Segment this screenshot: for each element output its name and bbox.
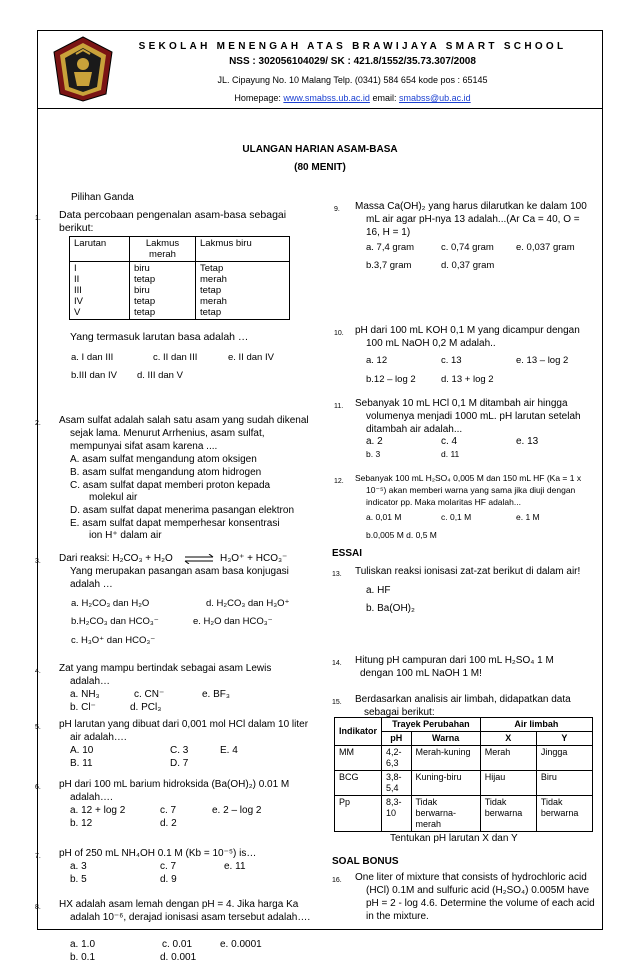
q13-item-a: a. HF — [366, 585, 391, 596]
q7-number: 7. — [35, 853, 41, 860]
table-row: MM 4,2-6,3 Merah-kuning Merah Jingga — [335, 746, 593, 771]
q6-option-c[interactable]: c. 7 — [160, 805, 177, 816]
q2-number: 2. — [35, 420, 41, 427]
q6-text: pH dari 100 mL barium hidroksida (Ba(OH)₂) 0.01 M adalah…. — [59, 779, 290, 803]
q16-number: 16. — [332, 877, 342, 884]
table-row: BCG 3,8-5,4 Kuning-biru Hijau Biru — [335, 771, 593, 796]
q1-option-d[interactable]: d. III dan V — [137, 370, 183, 381]
q4-option-b[interactable]: b. Cl⁻ — [70, 702, 96, 713]
q11-option-c[interactable]: c. 4 — [441, 436, 458, 447]
nss-number: NSS : 302056104029/ SK : 421.8/1552/35.73.307/2008 — [229, 56, 476, 67]
q4-text: Zat yang mampu bertindak sebagai asam Lewis adalah… — [59, 663, 272, 687]
q10-option-e[interactable]: e. 13 – log 2 — [516, 355, 569, 366]
q9-option-a[interactable]: a. 7,4 gram — [366, 242, 415, 253]
q5-option-a[interactable]: A. 10 — [70, 745, 94, 756]
exam-duration: (80 MENIT) — [294, 162, 346, 173]
q13-text: Tuliskan reaksi ionisasi zat-zat berikut di dalam air! — [355, 566, 581, 577]
q5-number: 5. — [35, 724, 41, 731]
q10-option-c[interactable]: c. 13 — [441, 355, 462, 366]
q11-option-d[interactable]: d. 11 — [441, 449, 460, 459]
q3-option-e[interactable]: e. H₂O dan HCO₃⁻ — [193, 616, 273, 627]
school-address: JL. Cipayung No. 10 Malang Telp. (0341) 584 654 kode pos : 65145 — [217, 75, 488, 85]
q1-stem: Yang termasuk larutan basa adalah … — [70, 331, 249, 343]
q5-text: pH larutan yang dibuat dari 0,001 mol HCl dalam 10 liter air adalah…. — [59, 719, 309, 743]
q3-reaction-left: Dari reaksi: H₂CO₃ + H₂O — [59, 553, 173, 564]
section-essai: ESSAI — [332, 548, 363, 559]
q11-option-a[interactable]: a. 2 — [366, 436, 383, 447]
q12-number: 12. — [334, 478, 344, 485]
exam-title: ULANGAN HARIAN ASAM-BASA — [242, 144, 398, 155]
q8-option-c[interactable]: c. 0.01 — [162, 939, 193, 950]
q11-option-b[interactable]: b. 3 — [366, 449, 381, 459]
q8-option-e[interactable]: e. 0.0001 — [220, 939, 262, 950]
section-soal-bonus: SOAL BONUS — [332, 856, 399, 867]
q8-number: 8. — [35, 904, 41, 911]
q10-option-d[interactable]: d. 13 + log 2 — [441, 374, 494, 385]
q1-cell: I II III IV V — [70, 262, 130, 320]
q3-text: Yang merupakan pasangan asam basa konjugasi adalah … — [70, 566, 289, 590]
q8-option-a[interactable]: a. 1.0 — [70, 939, 96, 950]
q12-text: Sebanyak 100 mL H₂SO₄ 0,005 M dan 150 mL HF (Ka = 1 x 10⁻⁵) akan memberi warna yang sama jika diuji dengan indicator pp. Maka molaritas HF adalah... — [355, 473, 582, 507]
q10-text: pH dari 100 mL KOH 0,1 M yang dicampur dengan 100 mL NaOH 0,2 M adalah.. — [355, 325, 580, 349]
q1-number: 1. — [35, 215, 41, 222]
q3-option-c[interactable]: c. H₃O⁺ dan HCO₃⁻ — [71, 635, 156, 646]
q5-option-d[interactable]: D. 7 — [170, 758, 189, 769]
q2-text: Asam sulfat adalah salah satu asam yang sudah dikenal sejak lama. Menurut Arrhenius, asam sulfat, mempunyai sifat asam karena .... — [59, 415, 309, 452]
section-pilihan-ganda: Pilihan Ganda — [71, 192, 134, 203]
q1-option-b[interactable]: b.III dan IV — [71, 370, 117, 381]
q12-option-e[interactable]: e. 1 M — [516, 512, 540, 522]
q13-number: 13. — [332, 571, 342, 578]
q4-number: 4. — [35, 668, 41, 675]
q5-option-b[interactable]: B. 11 — [70, 758, 93, 769]
q2-option-d[interactable]: D. asam sulfat dapat menerima pasangan elektron — [70, 505, 295, 516]
q7-option-a[interactable]: a. 3 — [70, 861, 87, 872]
q1-th: Larutan — [70, 237, 130, 262]
q7-option-b[interactable]: b. 5 — [70, 874, 87, 885]
q12-option-a[interactable]: a. 0,01 M — [366, 512, 402, 522]
q9-option-c[interactable]: c. 0,74 gram — [441, 242, 494, 253]
q9-text: Massa Ca(OH)₂ yang harus dilarutkan ke dalam 100 mL air agar pH-nya 13 adalah...(Ar Ca = 40, O = 16, H = 1) — [355, 201, 587, 238]
q6-option-a[interactable]: a. 12 + log 2 — [70, 805, 126, 816]
q2-option-c-cont: molekul air — [89, 492, 138, 503]
q3-option-d[interactable]: d. H₂CO₃ dan H₃O⁺ — [206, 598, 290, 609]
q5-option-c[interactable]: C. 3 — [170, 745, 189, 756]
q8-option-d[interactable]: d. 0.001 — [160, 952, 197, 963]
q15-th: X — [480, 732, 536, 746]
q15-th: Indikator — [335, 718, 382, 746]
q15-th: Warna — [411, 732, 480, 746]
q8-option-b[interactable]: b. 0.1 — [70, 952, 96, 963]
q5-option-e[interactable]: E. 4 — [220, 745, 238, 756]
q12-option-b-d[interactable]: b.0,005 M d. 0,5 M — [366, 530, 437, 540]
q7-option-e[interactable]: e. 11 — [224, 861, 246, 872]
q15-th: Y — [536, 732, 592, 746]
q10-option-b[interactable]: b.12 – log 2 — [366, 374, 416, 385]
q1-text: Data percobaan pengenalan asam-basa sebagai berikut: — [59, 209, 287, 234]
contact-line — [103, 92, 602, 105]
q15-th: pH — [382, 732, 411, 746]
q12-option-c[interactable]: c. 0,1 M — [441, 512, 472, 522]
q16-text: One liter of mixture that consists of hydrochloric acid (HCl) 0.1M and sulfuric acid (H₂SO₄) 0.005M have pH = 2 - log 4.6. Determine the volume of each acid in the mixture. — [355, 872, 595, 922]
q11-number: 11. — [334, 403, 344, 410]
letterhead — [38, 31, 602, 109]
q1-cell: biru tetap biru tetap tetap — [130, 262, 196, 320]
q3-reaction-right: H₃O⁺ + HCO₃⁻ — [220, 553, 288, 564]
table-row: Pp 8,3-10 Tidak berwarna-merah Tidak berwarna Tidak berwarna — [335, 796, 593, 832]
q15-text: Berdasarkan analisis air limbah, didapatkan data sebagai berikut: — [355, 694, 571, 718]
equilibrium-arrow-icon — [183, 554, 215, 564]
q1-th: Lakmus merah — [130, 237, 196, 262]
q4-option-a[interactable]: a. NH₃ — [70, 689, 100, 700]
q2-option-b[interactable]: B. asam sulfat mengandung atom hidrogen — [70, 467, 262, 478]
q1-option-e[interactable]: e. II dan IV — [228, 352, 274, 363]
exam-page — [35, 30, 603, 963]
q9-number: 9. — [334, 206, 340, 213]
q6-option-e[interactable]: e. 2 – log 2 — [212, 805, 262, 816]
q6-number: 6. — [35, 784, 41, 791]
q3-option-b[interactable]: b.H₂CO₃ dan HCO₃⁻ — [71, 616, 159, 627]
q3-option-a[interactable]: a. H₂CO₃ dan H₂O — [71, 598, 150, 609]
q1-cell: Tetap merah tetap merah tetap — [196, 262, 290, 320]
school-name: SEKOLAH MENENGAH ATAS BRAWIJAYA SMART SCHOOL — [138, 41, 567, 52]
q9-option-e[interactable]: e. 0,037 gram — [516, 242, 575, 253]
q9-option-d[interactable]: d. 0,37 gram — [441, 260, 495, 271]
q15-th: Air limbah — [480, 718, 592, 732]
email-link[interactable]: smabss@ub.ac.id — [398, 93, 471, 103]
homepage-label: Homepage: — [234, 93, 281, 103]
q3-number: 3. — [35, 558, 41, 565]
q1-option-a[interactable]: a. I dan III — [71, 352, 114, 363]
q10-option-a[interactable]: a. 12 — [366, 355, 388, 366]
q15-table — [334, 717, 593, 832]
q7-option-c[interactable]: c. 7 — [160, 861, 177, 872]
q7-text: pH of 250 mL NH₄OH 0.1 M (Kb = 10⁻⁵) is… — [59, 848, 257, 859]
q11-option-e[interactable]: e. 13 — [516, 436, 539, 447]
q1-option-c[interactable]: c. II dan III — [153, 352, 198, 363]
q2-option-e[interactable]: E. asam sulfat dapat memperhesar konsentrasi — [70, 518, 280, 529]
q2-option-a[interactable]: A. asam sulfat mengandung atom oksigen — [70, 454, 257, 465]
q1-table — [69, 236, 290, 320]
email-label: email: — [372, 93, 397, 103]
q7-option-d[interactable]: d. 9 — [160, 874, 177, 885]
q9-option-b[interactable]: b.3,7 gram — [366, 260, 412, 271]
q14-number: 14. — [332, 660, 342, 667]
q6-option-d[interactable]: d. 2 — [160, 818, 177, 829]
q14-text: Hitung pH campuran dari 100 mL H₂SO₄ 1 M dengan 100 mL NaOH 1 M! — [355, 655, 554, 679]
homepage-link[interactable]: www.smabss.ub.ac.id — [283, 93, 370, 103]
q8-text: HX adalah asam lemah dengan pH = 4. Jika harga Ka adalah 10⁻⁶, derajad ionisasi asam tersebut adalah…. — [59, 899, 311, 923]
q13-item-b: b. Ba(OH)₂ — [366, 603, 415, 614]
q10-number: 10. — [334, 330, 344, 337]
q4-option-d[interactable]: d. PCl₃ — [130, 702, 162, 713]
q1-th: Lakmus biru — [196, 237, 290, 262]
q11-text: Sebanyak 10 mL HCl 0,1 M ditambah air hingga volumenya menjadi 1000 mL. pH larutan setelah ditambah air adalah... — [355, 398, 581, 435]
q4-option-e[interactable]: e. BF₃ — [202, 689, 230, 700]
q6-option-b[interactable]: b. 12 — [70, 818, 93, 829]
q2-option-e-cont: ion H⁺ dalam air — [89, 530, 162, 541]
q15-footer: Tentukan pH larutan X dan Y — [390, 833, 518, 844]
q15-number: 15. — [332, 699, 342, 706]
q4-option-c[interactable]: c. CN⁻ — [134, 689, 165, 700]
q2-option-c[interactable]: C. asam sulfat dapat memberi proton kepada — [70, 480, 271, 491]
q15-th: Trayek Perubahan — [382, 718, 481, 732]
